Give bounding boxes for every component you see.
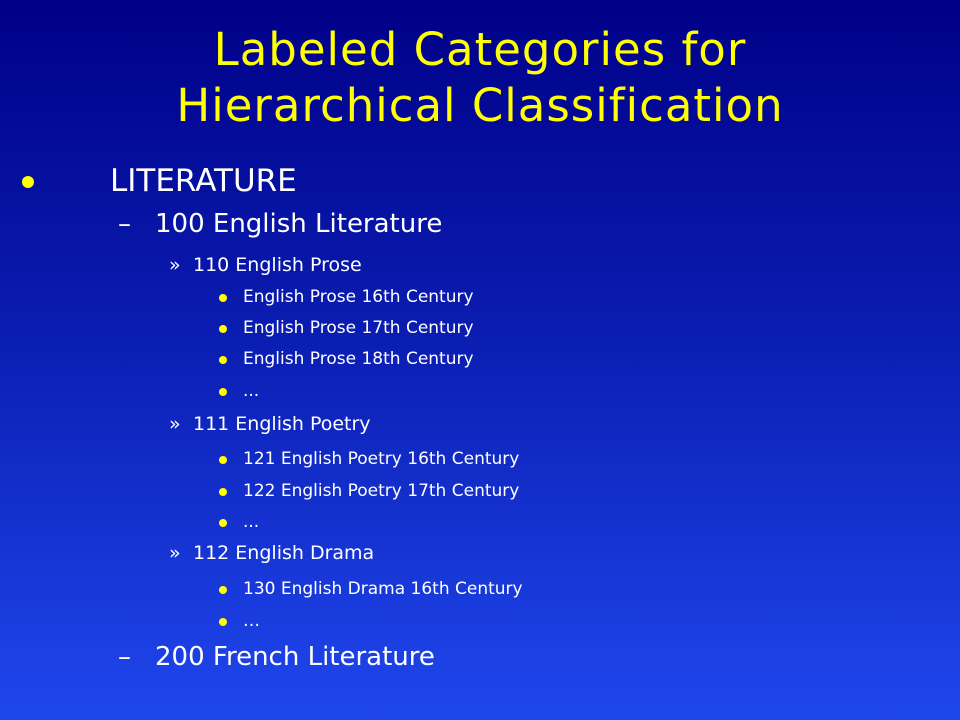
outline-item-drama [169, 542, 375, 564]
item-label: 112 English Drama [193, 542, 375, 564]
list-item-label: English Prose 18th Century [243, 349, 474, 369]
bullet-dot-icon [219, 618, 227, 626]
list-item-label: 130 English Drama 16th Century [243, 579, 523, 599]
root-label: LITERATURE [110, 163, 297, 199]
list-item [243, 287, 474, 307]
bullet-dot-icon [219, 356, 227, 364]
list-item [243, 579, 523, 599]
list-item [243, 512, 259, 532]
list-item [243, 318, 474, 338]
bullet-dot-icon [219, 388, 227, 396]
dash-marker: – [118, 209, 131, 239]
chevron-marker: » [169, 413, 181, 435]
list-item-label: … [243, 611, 260, 631]
chevron-marker: » [169, 542, 181, 564]
list-item [243, 611, 260, 631]
slide-title [0, 22, 960, 134]
bullet-dot-icon [219, 586, 227, 594]
outline-item-french [118, 642, 435, 672]
outline-root [110, 163, 297, 199]
list-item-label: ... [243, 381, 260, 401]
dash-marker: – [118, 642, 131, 672]
item-label: 100 English Literature [155, 209, 443, 239]
bullet-dot-icon [219, 294, 227, 302]
title-line-1: Labeled Categories for [213, 23, 747, 76]
item-label: 111 English Poetry [193, 413, 371, 435]
bullet-dot-icon [219, 325, 227, 333]
list-item-label: English Prose 16th Century [243, 287, 474, 307]
list-item [243, 381, 259, 401]
list-item [243, 449, 519, 469]
title-line-2: Hierarchical Classification [176, 79, 784, 132]
chevron-marker: » [169, 254, 181, 276]
list-item-label: English Prose 17th Century [243, 318, 474, 338]
list-item [243, 481, 519, 501]
bullet-dot-icon [219, 488, 227, 496]
bullet-dot-icon [219, 519, 227, 527]
item-label: 200 French Literature [155, 642, 435, 672]
item-label: 110 English Prose [193, 254, 362, 276]
outline-item-prose [169, 254, 362, 276]
list-item-label: ... [243, 512, 260, 532]
outline-item-english [118, 209, 443, 239]
bullet-dot-icon [219, 456, 227, 464]
list-item-label: 121 English Poetry 16th Century [243, 449, 520, 469]
list-item-label: 122 English Poetry 17th Century [243, 481, 520, 501]
bullet-dot-icon [22, 176, 34, 188]
outline-item-poetry [169, 413, 371, 435]
list-item [243, 349, 474, 369]
